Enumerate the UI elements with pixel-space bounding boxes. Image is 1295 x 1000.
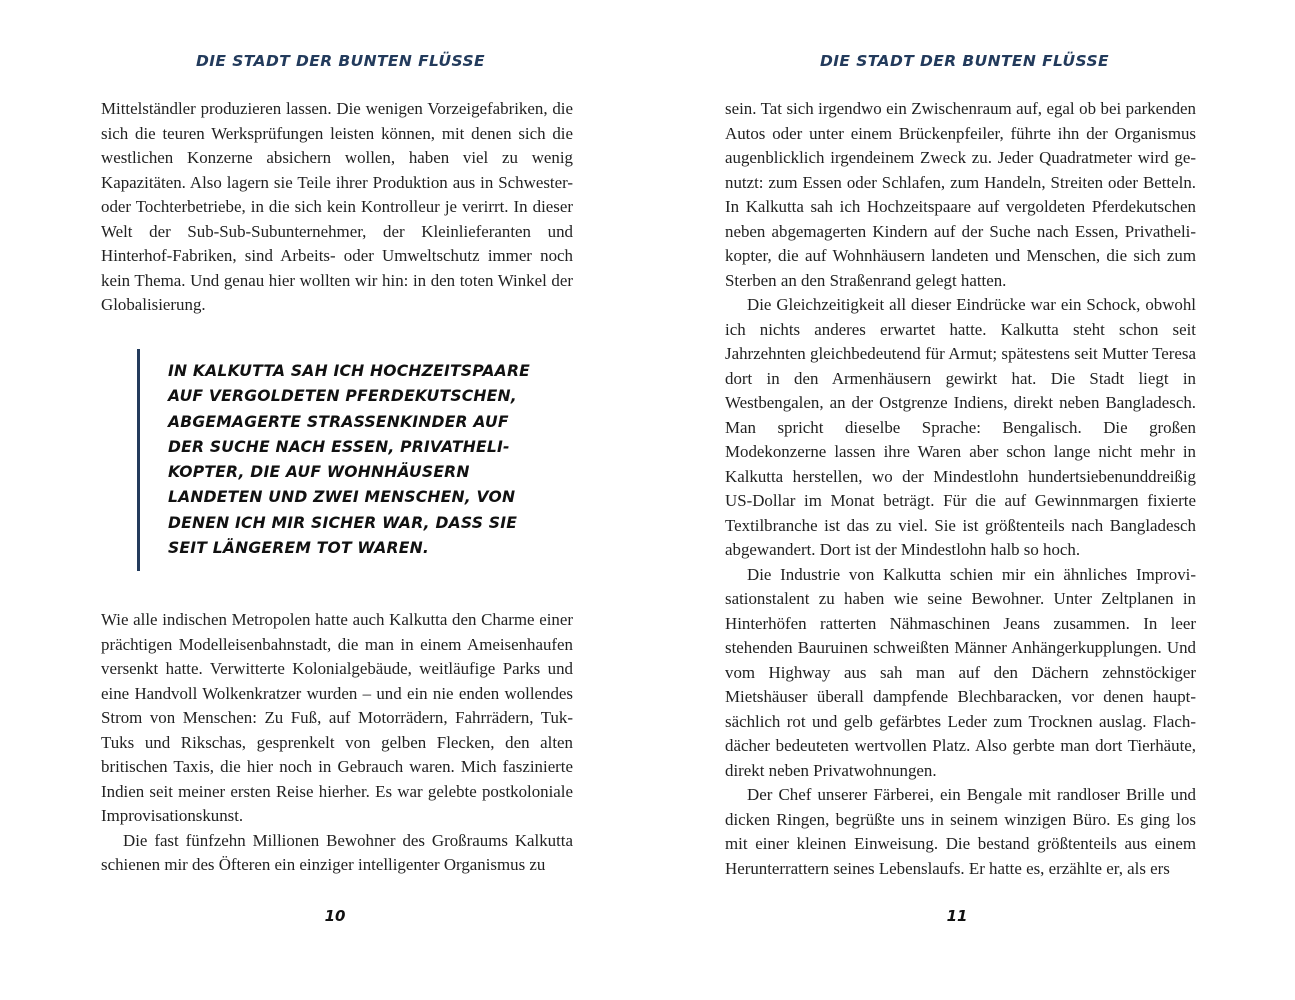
pull-quote-line: LANDETEN UND ZWEI MENSCHEN, VON [168,488,516,507]
pull-quote-line: DER SUCHE NACH ESSEN, PRIVATHELI- [168,437,510,456]
paragraph: Die Gleichzeitigkeit all dieser Eindrücke war ein Schock, obwohl ich nichts anderes erwartet hatte. Kalkutta steht schon seit Jahrzehnten gleichbedeutend für Armut; spätestens seit Mutter Teresa dort in den Armenhäusern gewirkt hat. Die Stadt liegt in Westbengalen, an der Ostgrenze Indiens, direkt neben Bangladesch. Man spricht dieselbe Sprache: Bengalisch. Die großen Modekonzerne lassen ihre Waren aber schon lange nicht mehr in Kalkutta herstellen, wo der Mindestlohn hundertsiebenunddreißig US-Dollar im Monat beträgt. Für die auf Gewinnmargen fixierte Textilbranche ist das zu viel. Sie ist größtenteils nach Bangladesch abgewandert. Dort ist der Mindestlohn halb so hoch. [725,295,1196,559]
paragraph: Die fast fünfzehn Millionen Bewohner des Großraums Kalkutta schienen mir des Öfteren ein einziger intelligenter Organismus zu [101,830,573,874]
right-text [725,97,1196,881]
pull-quote-line: ABGEMAGERTE STRASSENKINDER AUF [168,412,509,431]
running-head-right: DIE STADT DER BUNTEN FLÜSSE [820,52,1110,70]
left-page [0,0,647,1000]
right-page [648,0,1295,1000]
page-number-right: 11 [946,907,968,925]
left-top-text [101,97,573,318]
running-head-left: DIE STADT DER BUNTEN FLÜSSE [196,52,486,70]
pull-quote-text [168,359,531,561]
pull-quote-line: DENEN ICH MIR SICHER WAR, DASS SIE [168,513,518,532]
page-number-left: 10 [324,907,346,925]
paragraph: Wie alle indischen Metropolen hatte auch Kalkutta den Charme einer prächtigen Modelleisenbahnstadt, die man in einem Ameisenhaufen versenkt hatte. Verwitterte Kolonialgebäude, weitläufige Parks und eine Handvoll Wolkenkratzer wurden – und ein nie enden wollendes Strom von Menschen: Zu Fuß, auf Motorrädern, Fahrrädern, Tuk-Tuks und Rikschas, gesprenkelt von gelben Flecken, den alten britischen Taxis, die hier noch in Gebrauch waren. Mich faszinierte Indien seit meiner ersten Reise hierher. Es war gelebte postkoloniale Improvisationskunst. [101,610,573,825]
pull-quote [137,349,531,571]
pull-quote-line: AUF VERGOLDETEN PFERDEKUTSCHEN, [168,387,517,406]
paragraph: Der Chef unserer Färberei, ein Bengale mit randloser Brille und dicken Ringen, begrüßte uns in seinem winzigen Büro. Es ging los mit einer kleinen Einweisung. Die bestand größtenteils aus einem Herunterrattern seines Lebenslaufs. Er hatte es, erzählte er, als ers [725,785,1196,878]
pull-quote-line: IN KALKUTTA SAH ICH HOCHZEITSPAARE [168,362,531,380]
pull-quote-line: SEIT LÄNGEREM TOT WAREN. [168,539,429,558]
paragraph: sein. Tat sich irgendwo ein Zwischenraum auf, egal ob bei parkenden Autos oder unter einem Brückenpfeiler, führte ihn der Organismus augenblicklich irgendeinem Zweck zu. Jeder Quadratmeter wird genutzt: zum Essen oder Schlafen, zum Handeln, Streiten oder Betteln. In Kalkutta sah ich Hochzeitspaare auf vergoldeten Pferdekutschen neben abgemagerten Kindern auf der Suche nach Essen, Privathelikopter, die auf Wohnhäusern landeten und Menschen, die sich zum Sterben an den Straßenrand gelegt hatten. [725,99,1196,290]
paragraph: Mittelständler produzieren lassen. Die wenigen Vorzeigefabriken, die sich die teuren Werksprüfungen leisten können, mit denen sich die westlichen Konzerne absichern wollen, haben viel zu wenig Kapazitäten. Also lagern sie Teile ihrer Produktion aus in Schwester- oder Tochterbetriebe, in die sich kein Kontrolleur je verirrt. In dieser Welt der Sub-Sub-Subunternehmer, der Kleinlieferanten und Hinterhof-Fabriken, sind Arbeits- oder Umweltschutz immer noch kein Thema. Und genau hier wollten wir hin: in den toten Winkel der Globalisierung. [101,99,573,314]
left-bottom-text [101,608,573,878]
paragraph: Die Industrie von Kalkutta schien mir ein ähnliches Improvisationstalent zu haben wie seine Bewohner. Unter Zeltplanen in Hinterhöfen ratterten Nähmaschinen Jeans zusammen. In leer stehenden Bauruinen schweißten Männer Anhängerkupplungen. Und vom Highway aus sah man auf den Dächern zehnstöckiger Mietshäuser überall dampfende Blechbaracken, vor denen hauptsächlich rot und gelb gefärbtes Leder zum Trocknen auslag. Flachdächer bedeuteten wertvollen Platz. Also gerbte man dort Tierhäute, direkt neben Privatwohnungen. [725,564,1196,780]
pull-quote-line: KOPTER, DIE AUF WOHNHÄUSERN [168,463,470,482]
